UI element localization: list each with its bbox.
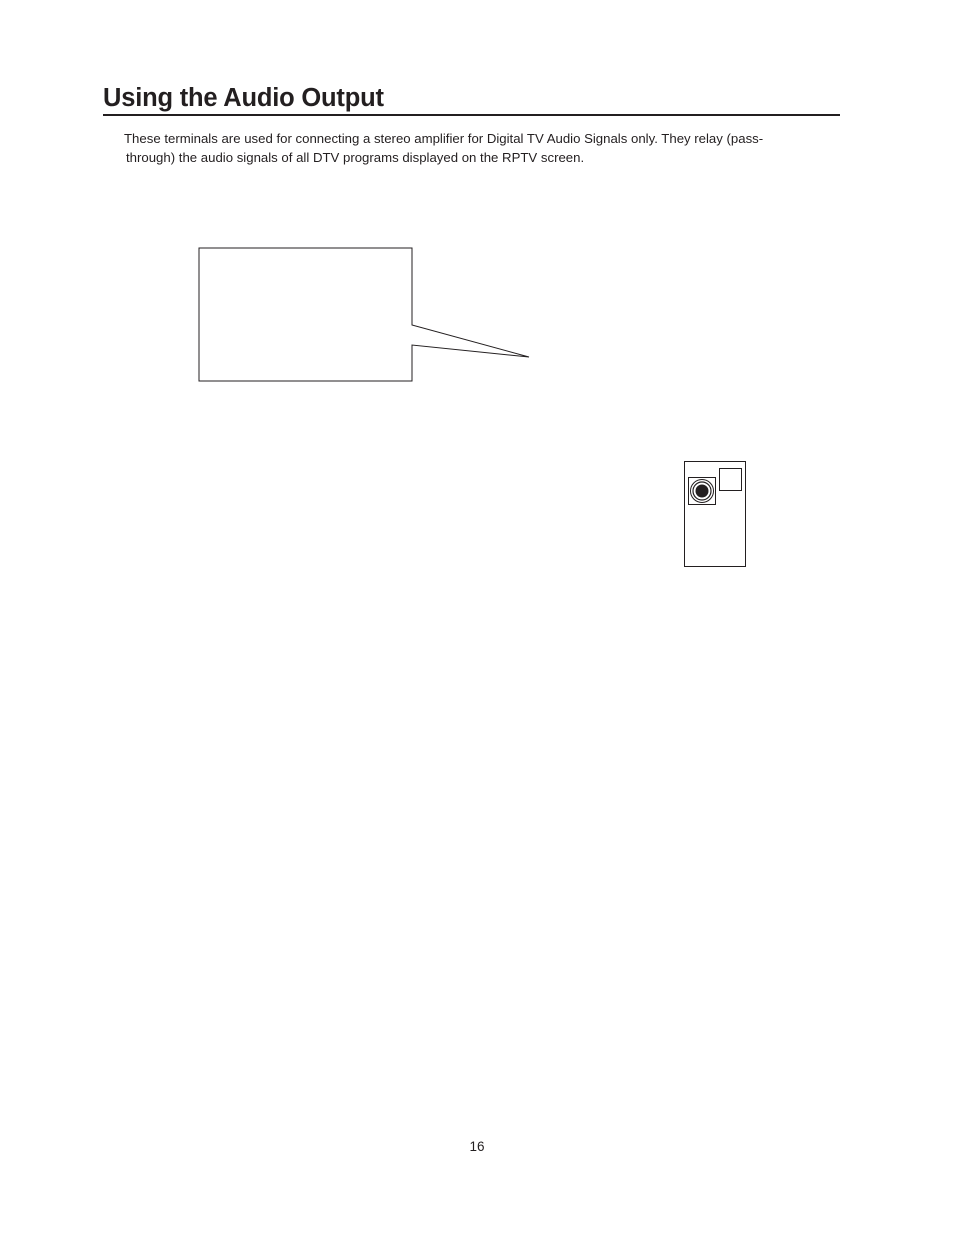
terminal-panel-icon (685, 462, 746, 567)
intro-line-1: These terminals are used for connecting a stereo amplifier for Digital TV Audio Signals only. They relay (pass- (124, 131, 764, 146)
intro-paragraph (124, 129, 824, 167)
page-title: Using the Audio Output (103, 84, 384, 112)
page-number: 16 (469, 1139, 485, 1154)
title-rule (103, 114, 840, 116)
intro-line-2: through) the audio signals of all DTV programs displayed on the RPTV screen. (126, 150, 585, 165)
audio-jack-icon (689, 478, 716, 505)
speech-callout-icon (199, 248, 529, 381)
